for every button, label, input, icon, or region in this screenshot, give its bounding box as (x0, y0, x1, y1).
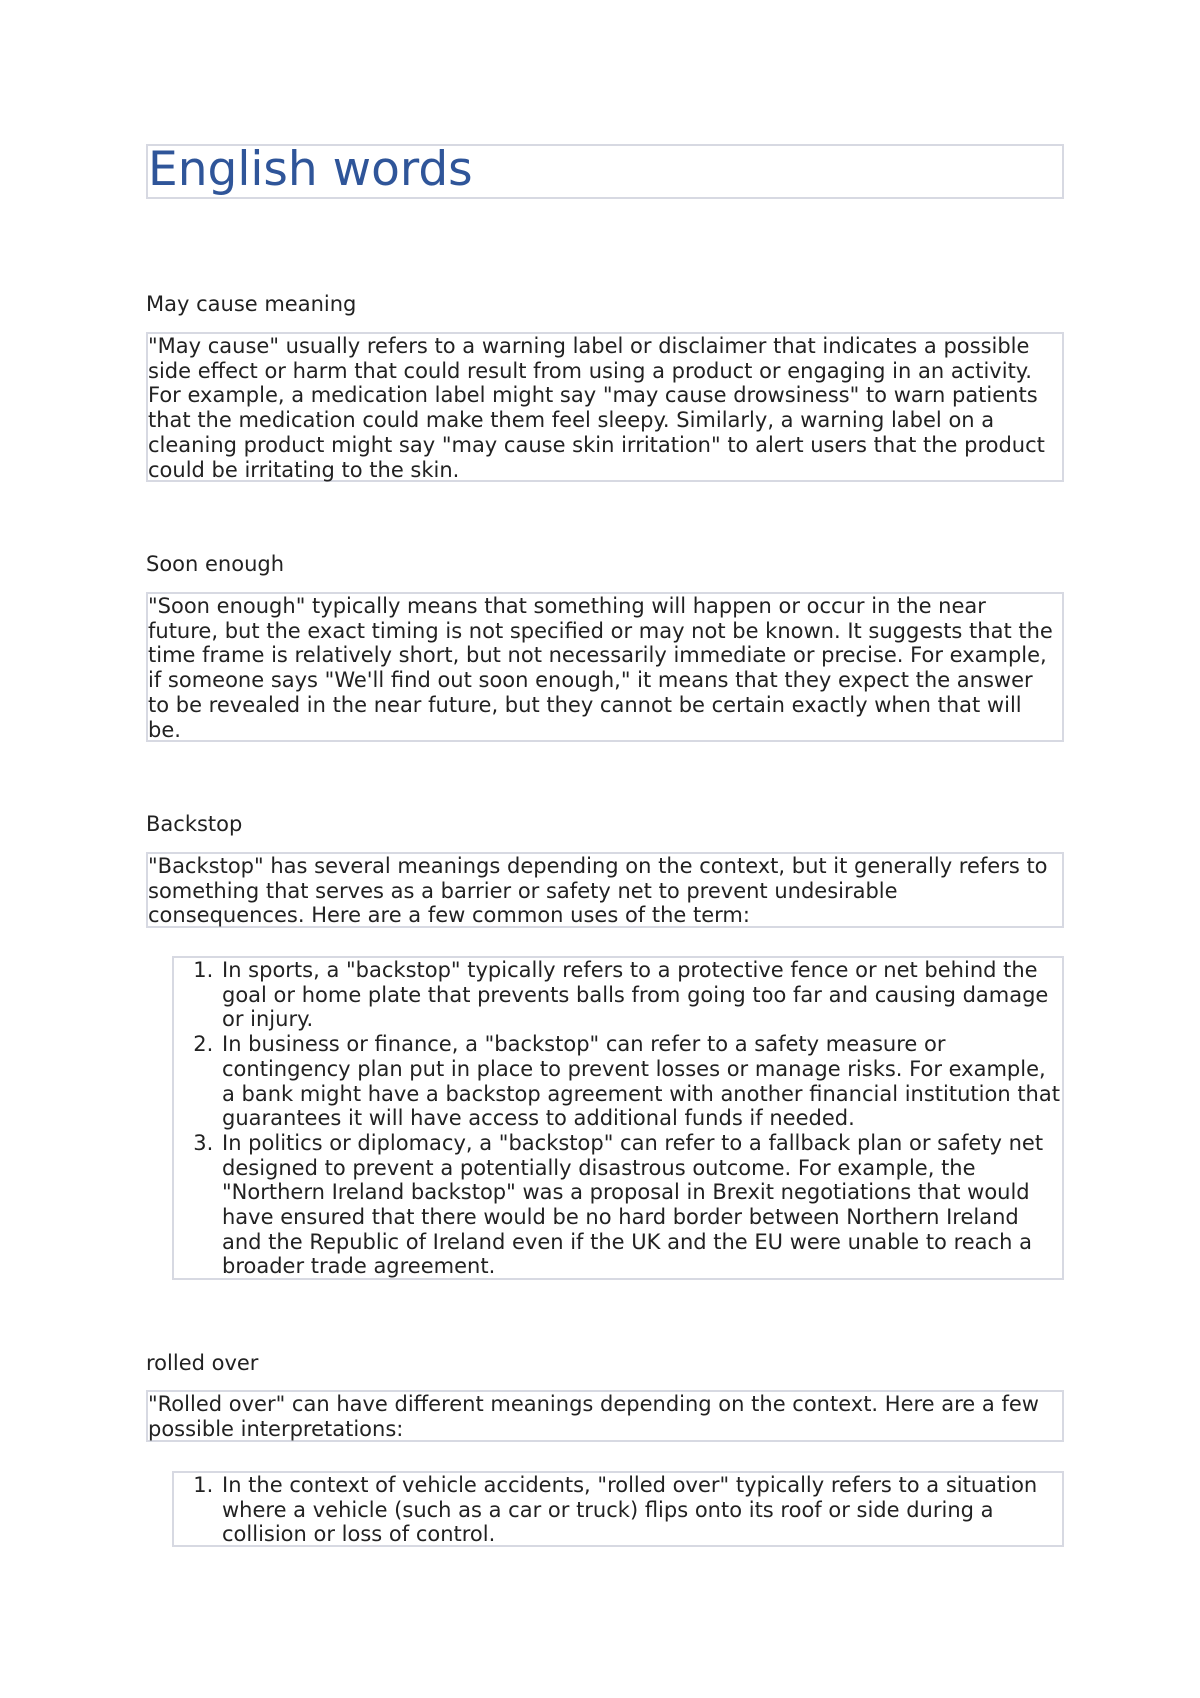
title-box (146, 144, 1064, 199)
entry-list (172, 1471, 1064, 1547)
entry-rolled-over (146, 1349, 1064, 1547)
entry-definition: "Rolled over" can have different meanings depending on the context. Here are a few possible interpretations: (146, 1390, 1064, 1442)
list-item: 1. In sports, a "backstop" typically refers to a protective fence or net behind the goal or home plate that prevents balls from going too far and causing damage or injury. (220, 958, 1062, 1032)
document-page (146, 142, 1064, 1547)
entry-list (172, 956, 1064, 1280)
entry-term: Backstop (146, 812, 243, 836)
entry-definition: "May cause" usually refers to a warning label or disclaimer that indicates a possible side effect or harm that could result from using a product or engaging in an activity. For example, a medication label might say "may cause drowsiness" to warn patients that the medication could make them feel sleepy. Similarly, a warning label on a cleaning product might say "may cause skin irritation" to alert users that the product could be irritating to the skin. (146, 332, 1064, 482)
entry-term: rolled over (146, 1351, 259, 1375)
document-title: English words (148, 142, 473, 197)
list-item: 2. In business or finance, a "backstop" can refer to a safety measure or contingency plan put in place to prevent losses or manage risks. For example, a bank might have a backstop agreement with another financial institution that guarantees it will have access to additional funds if needed. (220, 1032, 1062, 1131)
entry-soon-enough (146, 550, 1064, 742)
entry-term: Soon enough (146, 552, 285, 576)
entry-term: May cause meaning (146, 292, 357, 316)
list-item: 1. In the context of vehicle accidents, "rolled over" typically refers to a situation where a vehicle (such as a car or truck) flips onto its roof or side during a collision or loss of control. (220, 1473, 1062, 1547)
entry-definition: "Backstop" has several meanings depending on the context, but it generally refers to something that serves as a barrier or safety net to prevent undesirable consequences. Here are a few common uses of the term: (146, 852, 1064, 928)
list-item: 3. In politics or diplomacy, a "backstop" can refer to a fallback plan or safety net designed to prevent a potentially disastrous outcome. For example, the "Northern Ireland backstop" was a proposal in Brexit negotiations that would have ensured that there would be no hard border between Northern Ireland and the Republic of Ireland even if the UK and the EU were unable to reach a broader trade agreement. (220, 1131, 1062, 1279)
entry-definition: "Soon enough" typically means that something will happen or occur in the near future, but the exact timing is not specified or may not be known. It suggests that the time frame is relatively short, but not necessarily immediate or precise. For example, if someone says "We'll find out soon enough," it means that they expect the answer to be revealed in the near future, but they cannot be certain exactly when that will be. (146, 592, 1064, 742)
entry-backstop (146, 810, 1064, 1280)
entry-may-cause (146, 290, 1064, 482)
